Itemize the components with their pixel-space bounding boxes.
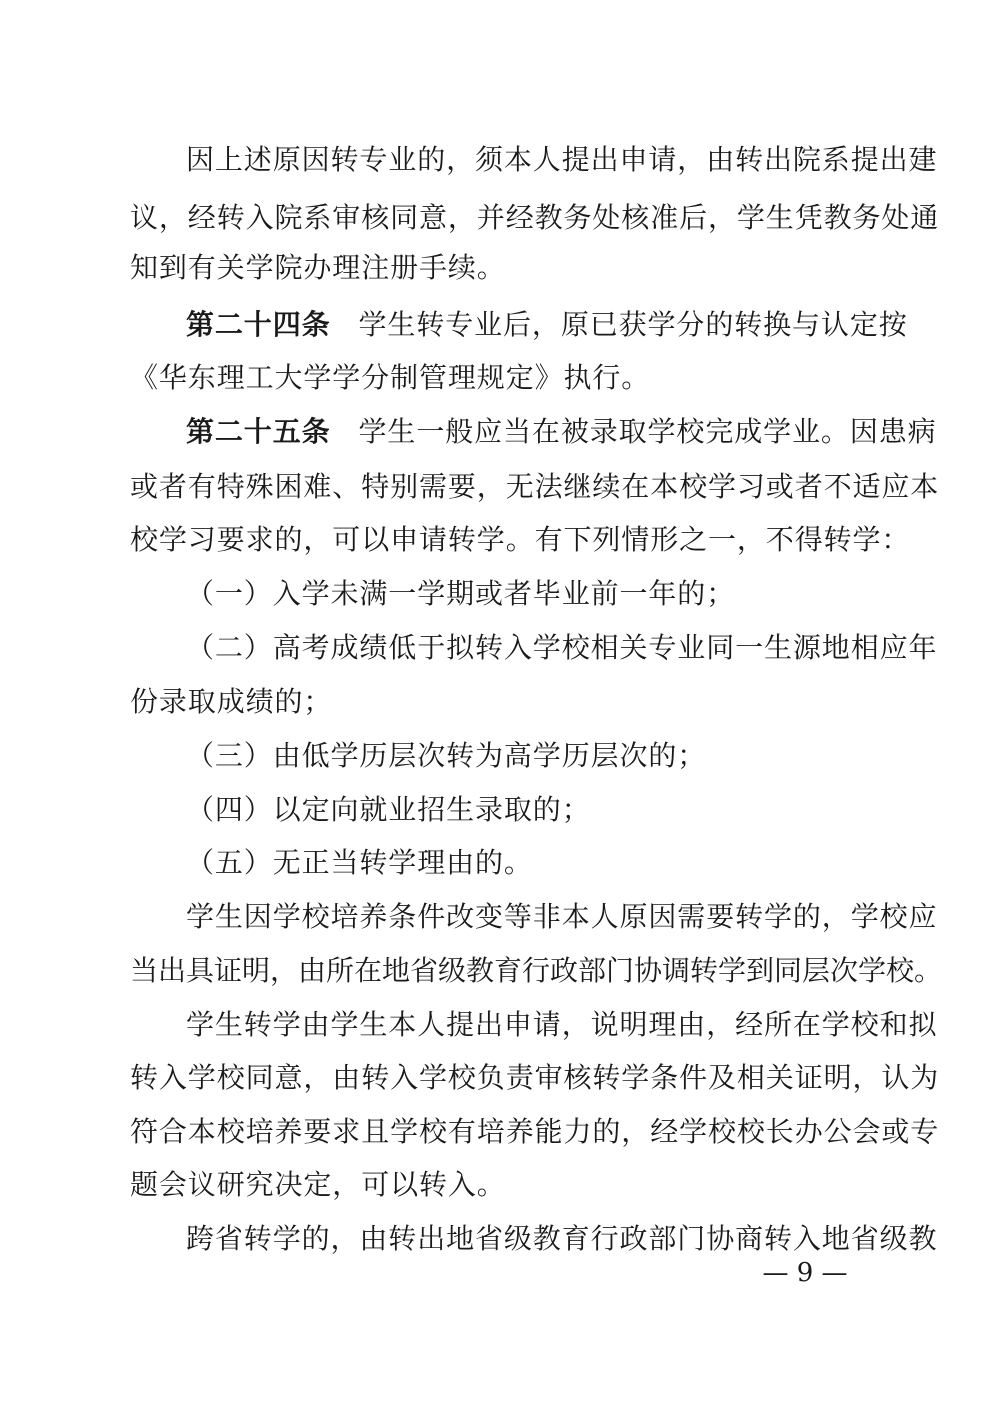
paragraph-line: 学生转学由学生本人提出申请，说明理由，经所在学校和拟 xyxy=(186,1008,938,1041)
paragraph-line: 跨省转学的，由转出地省级教育行政部门协商转入地省级教 xyxy=(186,1222,938,1255)
article-number: 第二十五条 xyxy=(186,415,331,448)
paragraph-line: 或者有特殊困难、特别需要，无法继续在本校学习或者不适应本 xyxy=(130,470,940,503)
paragraph-line: 校学习要求的，可以申请转学。有下列情形之一，不得转学： xyxy=(130,523,911,556)
paragraph-line: 学生因学校培养条件改变等非本人原因需要转学的，学校应 xyxy=(186,900,938,933)
paragraph-text: 学生转专业后，原已获学分的转换与认定按 xyxy=(358,308,908,341)
paragraph-line: 当出具证明，由所在地省级教育行政部门协调转学到同层次学校。 xyxy=(130,954,943,987)
paragraph-line: 符合本校培养要求且学校有培养能力的，经学校校长办公会或专 xyxy=(130,1115,940,1148)
article-24-first-line xyxy=(186,307,908,343)
paragraph-line: 《华东理工大学学分制管理规定》执行。 xyxy=(130,361,651,394)
paragraph-line: 知到有关学院办理注册手续。 xyxy=(130,251,506,284)
list-item: （三）由低学历层次转为高学历层次的； xyxy=(186,739,707,772)
paragraph-line: 转入学校同意，由转入学校负责审核转学条件及相关证明，认为 xyxy=(130,1061,940,1094)
page-number: — 9 — xyxy=(762,1258,848,1288)
list-item-continuation: 份录取成绩的； xyxy=(130,685,333,718)
article-number: 第二十四条 xyxy=(186,308,331,341)
list-item: （二）高考成绩低于拟转入学校相关专业同一生源地相应年 xyxy=(186,631,938,664)
paragraph-line: 题会议研究决定，可以转入。 xyxy=(130,1168,506,1201)
article-25-first-line xyxy=(186,414,937,450)
paragraph-text: 学生一般应当在被录取学校完成学业。因患病 xyxy=(358,415,937,448)
paragraph-line: 因上述原因转专业的，须本人提出申请，由转出院系提出建 xyxy=(186,143,938,176)
list-item: （一）入学未满一学期或者毕业前一年的； xyxy=(186,577,736,610)
paragraph-line: 议，经转入院系审核同意，并经教务处核准后，学生凭教务处通 xyxy=(130,201,940,234)
list-item: （四）以定向就业招生录取的； xyxy=(186,793,591,826)
list-item: （五）无正当转学理由的。 xyxy=(186,846,533,879)
